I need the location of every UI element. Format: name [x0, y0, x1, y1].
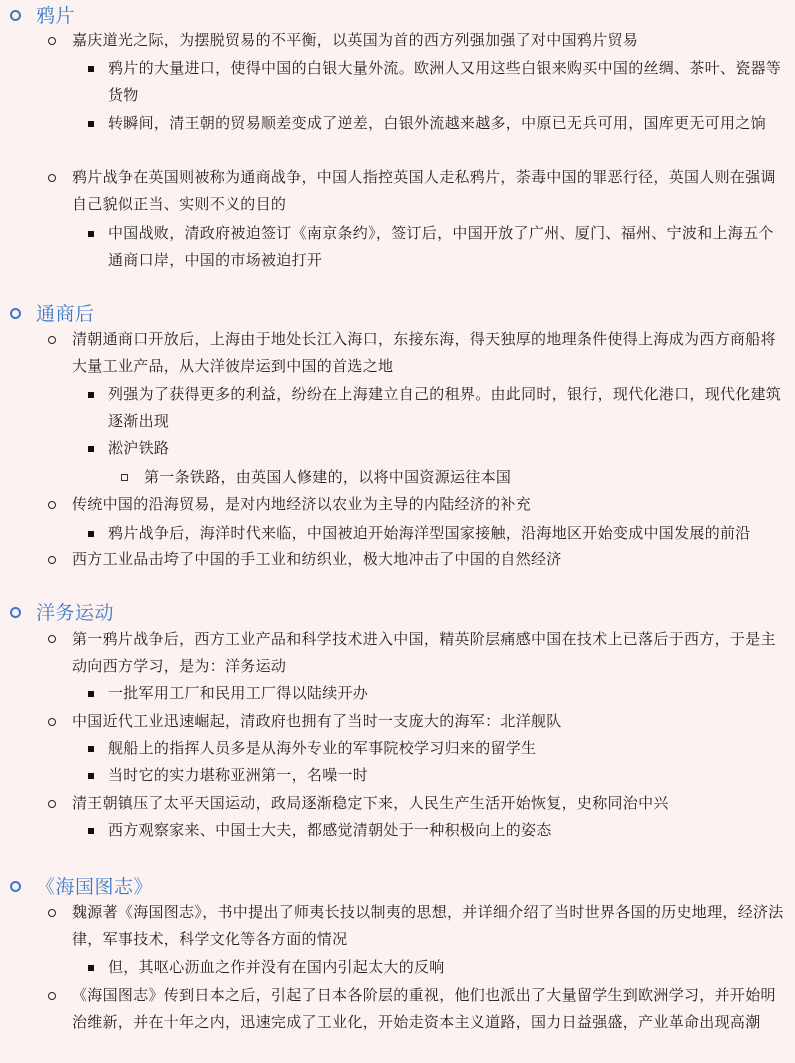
section-title: 通商后 — [36, 303, 95, 325]
square-bullet-icon — [88, 66, 94, 72]
hollow-circle-bullet-icon — [10, 607, 21, 618]
section-title: 《海国图志》 — [36, 876, 154, 898]
square-bullet-icon — [88, 121, 94, 127]
list-item: 嘉庆道光之际，为摆脱贸易的不平衡，以英国为首的西方列强加强了对中国鸦片贸易 — [72, 31, 639, 49]
circle-bullet-icon — [48, 174, 56, 182]
list-item: 第一条铁路，由英国人修建的，以将中国资源运往本国 — [144, 468, 512, 486]
hollow-circle-bullet-icon — [10, 308, 21, 319]
list-item: 淞沪铁路 — [108, 439, 170, 457]
hollow-square-bullet-icon — [121, 474, 128, 481]
list-item: 鸦片的大量进口，使得中国的白银大量外流。欧洲人又用这些白银来购买中国的丝绸、茶叶、瓷器等货物 — [108, 59, 782, 104]
list-item: 传统中国的沿海贸易，是对内地经济以农业为主导的内陆经济的补充 — [72, 495, 532, 513]
circle-bullet-icon — [48, 635, 56, 643]
hollow-circle-bullet-icon — [10, 881, 21, 892]
list-item: 清朝通商口开放后，上海由于地处长江入海口，东接东海，得天独厚的地理条件使得上海成为西方商船将大量工业产品，从大洋彼岸运到中国的首选之地 — [72, 330, 776, 375]
square-bullet-icon — [88, 231, 94, 237]
section-heading — [0, 298, 795, 328]
circle-bullet-icon — [48, 718, 56, 726]
list-item: 转瞬间，清王朝的贸易顺差变成了逆差，白银外流越来越多，中原已无兵可用，国库更无可用之饷 — [108, 114, 766, 132]
list-item: 但，其呕心沥血之作并没有在国内引起太大的反响 — [108, 958, 445, 976]
list-item: 一批军用工厂和民用工厂得以陆续开办 — [108, 684, 369, 702]
square-bullet-icon — [88, 965, 94, 971]
circle-bullet-icon — [48, 336, 56, 344]
list-item: 列强为了获得更多的利益，纷纷在上海建立自己的租界。由此同时，银行，现代化港口，现代化建筑逐渐出现 — [108, 385, 782, 430]
square-bullet-icon — [88, 392, 94, 398]
list-item: 鸦片战争在英国则被称为通商战争，中国人指控英国人走私鸦片，荼毒中国的罪恶行径，英国人则在强调自己貌似正当、实则不义的目的 — [72, 168, 776, 213]
square-bullet-icon — [88, 773, 94, 779]
list-item: 中国战败，清政府被迫签订《南京条约》，签订后，中国开放了广州、厦门、福州、宁波和上海五个通商口岸，中国的市场被迫打开 — [108, 224, 774, 269]
circle-bullet-icon — [48, 501, 56, 509]
list-item: 魏源著《海国图志》，书中提出了师夷长技以制夷的思想，并详细介绍了当时世界各国的历史地理，经济法律，军事技术，科学文化等各方面的情况 — [72, 903, 784, 948]
square-bullet-icon — [88, 531, 94, 537]
section-title: 鸦片 — [36, 5, 76, 27]
list-item: 当时它的实力堪称亚洲第一，名噪一时 — [108, 766, 369, 784]
square-bullet-icon — [88, 446, 94, 452]
circle-bullet-icon — [48, 556, 56, 564]
square-bullet-icon — [88, 691, 94, 697]
square-bullet-icon — [88, 746, 94, 752]
hollow-circle-bullet-icon — [10, 10, 21, 21]
list-item: 鸦片战争后，海洋时代来临，中国被迫开始海洋型国家接触，沿海地区开始变成中国发展的前沿 — [108, 524, 751, 542]
list-item: 中国近代工业迅速崛起，清政府也拥有了当时一支庞大的海军：北洋舰队 — [72, 712, 562, 730]
section-heading — [0, 0, 795, 30]
circle-bullet-icon — [48, 909, 56, 917]
list-item: 清王朝镇压了太平天国运动，政局逐渐稳定下来，人民生产生活开始恢复，史称同治中兴 — [72, 794, 669, 812]
circle-bullet-icon — [48, 992, 56, 1000]
section-heading — [0, 597, 795, 627]
list-item: 西方工业品击垮了中国的手工业和纺织业，极大地冲击了中国的自然经济 — [72, 550, 562, 568]
list-item: 舰船上的指挥人员多是从海外专业的军事院校学习归来的留学生 — [108, 739, 537, 757]
list-item: 《海国图志》传到日本之后，引起了日本各阶层的重视，他们也派出了大量留学生到欧洲学习，并开始明治维新，并在十年之内，迅速完成了工业化，开始走资本主义道路，国力日益强盛，产业革命出现高潮 — [72, 986, 776, 1031]
section-heading — [0, 871, 795, 901]
square-bullet-icon — [88, 828, 94, 834]
list-item: 西方观察家来、中国士大夫，都感觉清朝处于一种积极向上的姿态 — [108, 821, 552, 839]
list-item: 第一鸦片战争后，西方工业产品和科学技术进入中国，精英阶层痛感中国在技术上已落后于西方，于是主动向西方学习，是为：洋务运动 — [72, 630, 776, 675]
circle-bullet-icon — [48, 800, 56, 808]
circle-bullet-icon — [48, 37, 56, 45]
section-title: 洋务运动 — [36, 602, 115, 624]
